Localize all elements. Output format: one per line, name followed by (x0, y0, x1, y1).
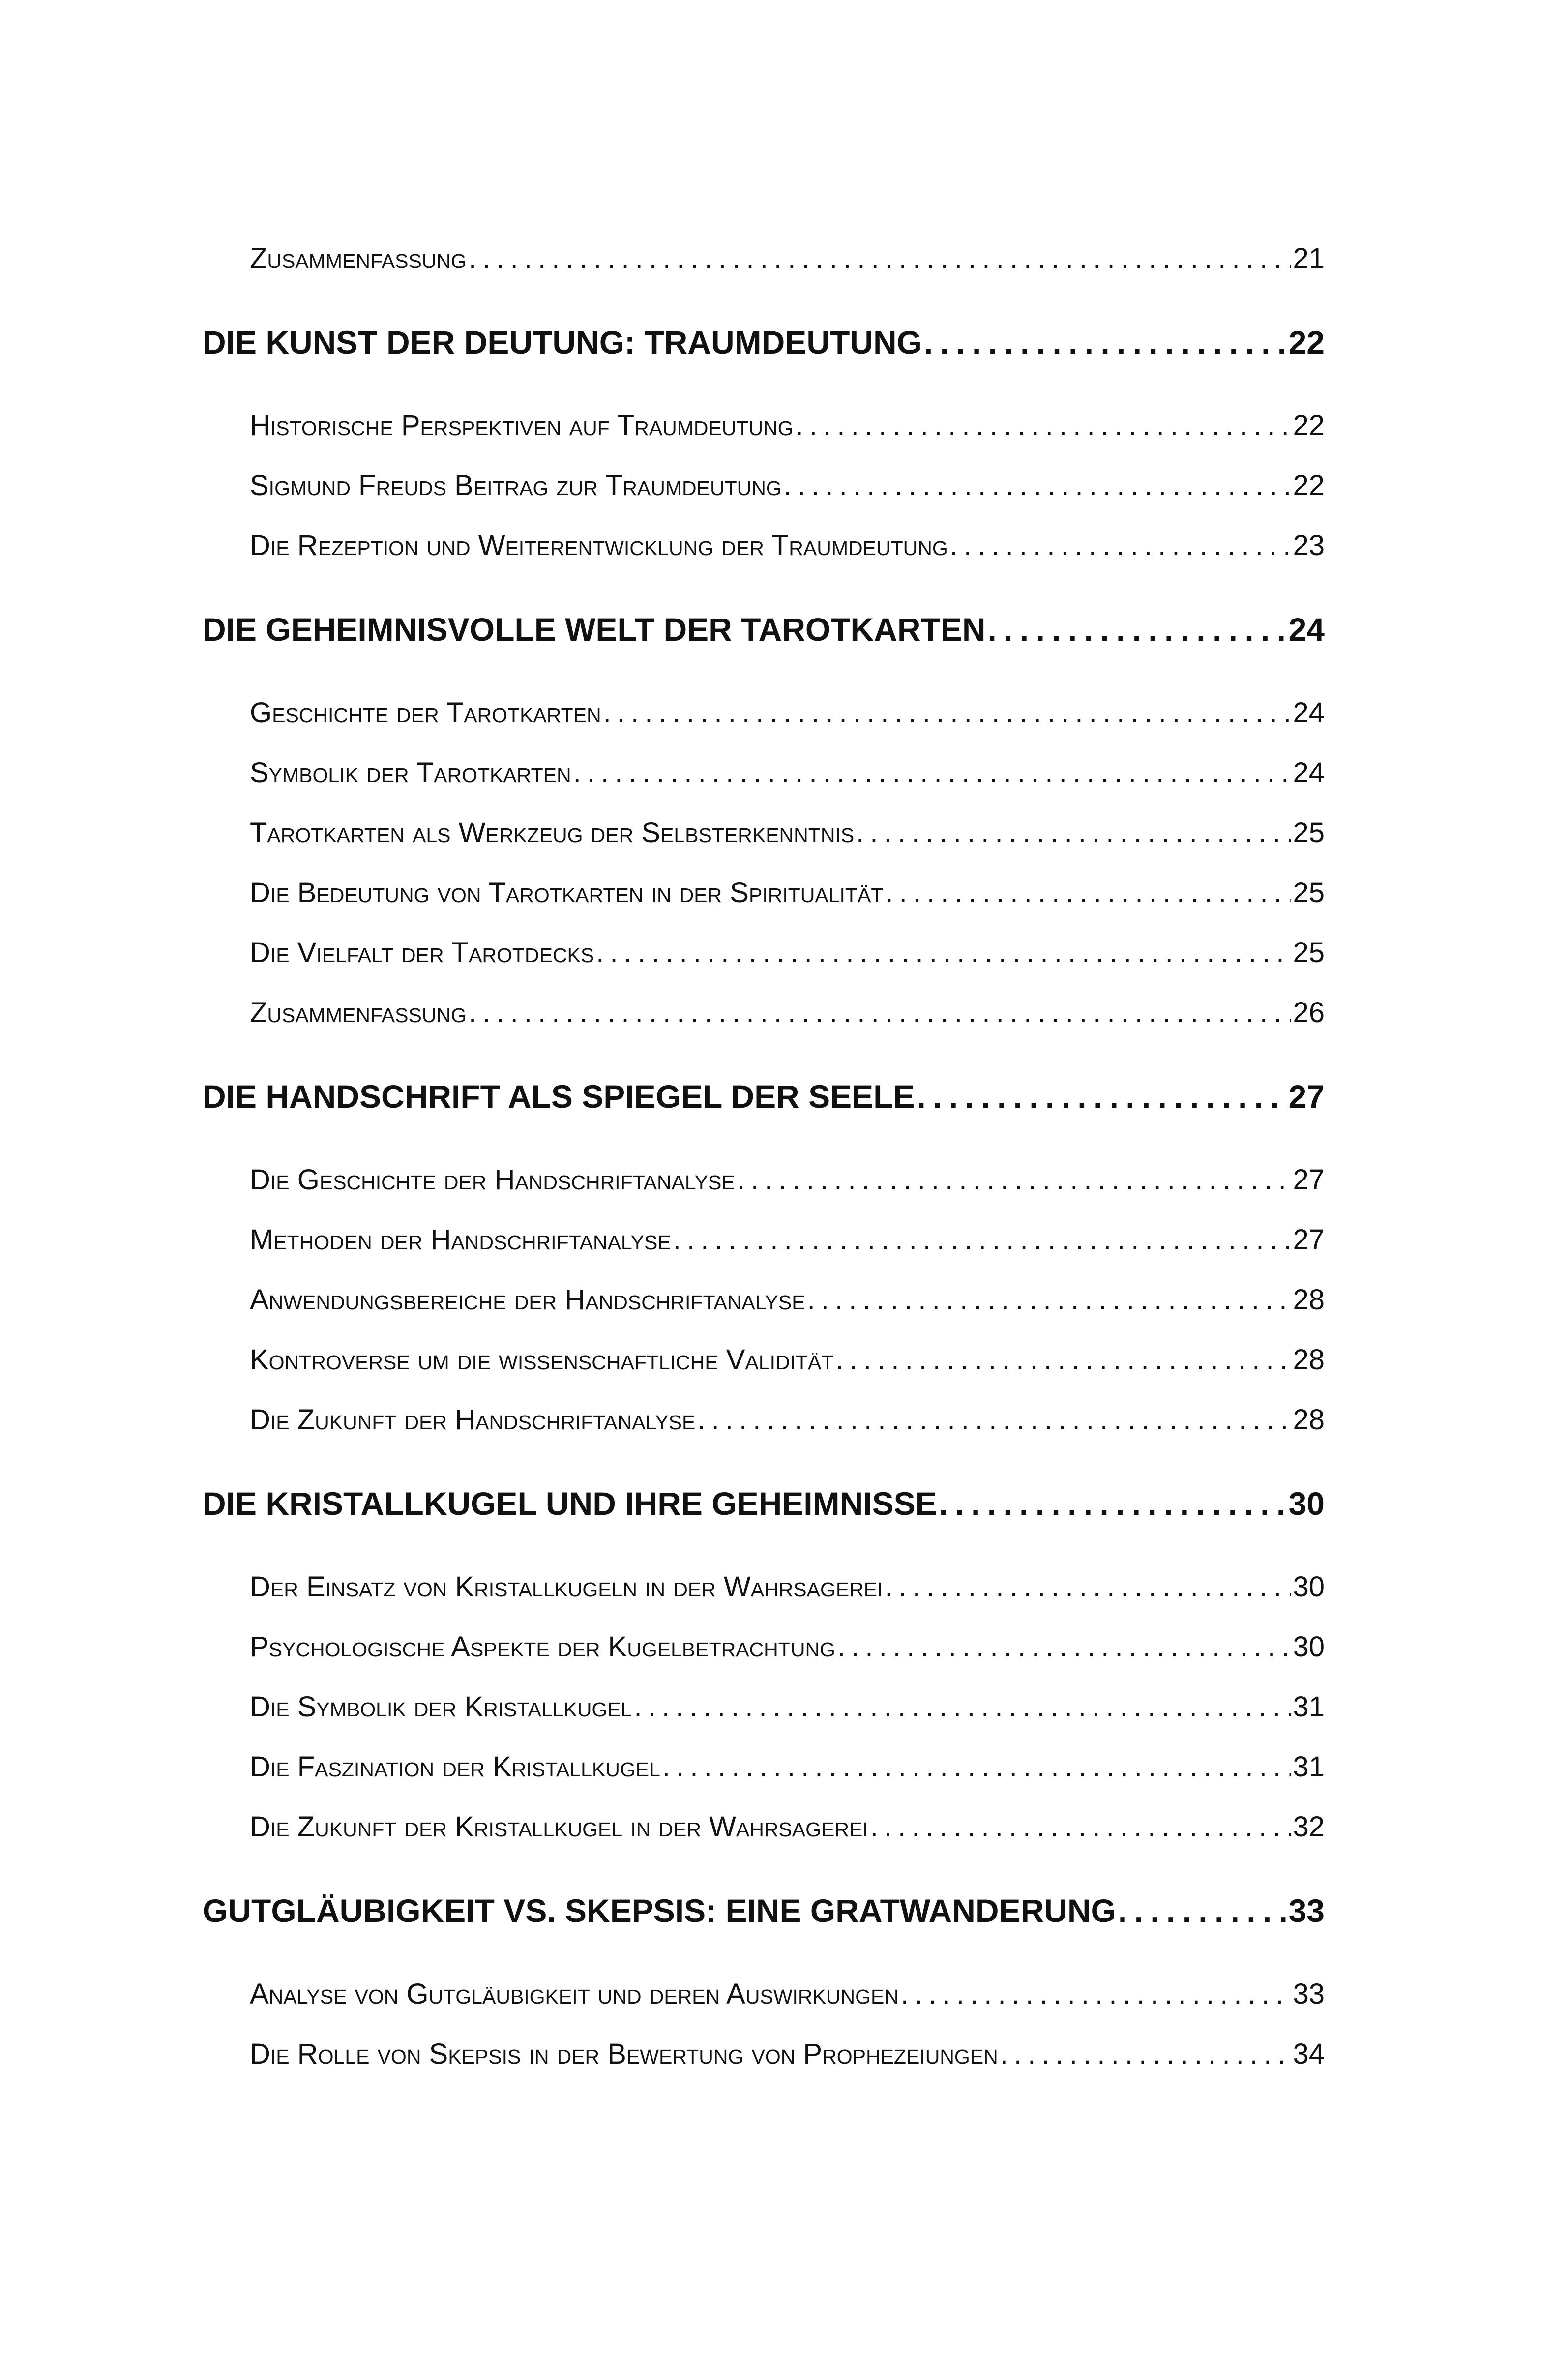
dot-leader (784, 456, 1291, 516)
toc-entry-sub[interactable] (250, 1210, 1325, 1270)
toc-entry-sub[interactable] (250, 1150, 1325, 1210)
toc-chapter-title: DIE GEHEIMNISVOLLE WELT DER TAROTKARTEN (203, 611, 986, 648)
toc-entry-sub[interactable] (250, 743, 1325, 803)
dot-leader (950, 516, 1291, 576)
toc-entry-title: Die Zukunft der Kristallkugel in der Wahrsagerei (250, 1811, 868, 1843)
toc-chapter-page: 30 (1288, 1485, 1325, 1522)
toc-entry-page: 30 (1293, 1571, 1325, 1603)
toc-entry-title: Tarotkarten als Werkzeug der Selbsterkenntnis (250, 817, 855, 849)
dot-leader (917, 1066, 1287, 1126)
toc-entry-page: 25 (1293, 877, 1325, 909)
toc-entry-chapter[interactable] (203, 599, 1325, 659)
dot-leader (1118, 1881, 1287, 1941)
dot-leader (837, 1617, 1291, 1677)
dot-leader (697, 1390, 1291, 1450)
toc-entry-title: Psychologische Aspekte der Kugelbetrachtung (250, 1631, 835, 1663)
toc-chapter-title: DIE HANDSCHRIFT ALS SPIEGEL DER SEELE (203, 1078, 915, 1115)
toc-entry-title: Analyse von Gutgläubigkeit und deren Auswirkungen (250, 1978, 899, 2010)
toc-entry-title: Die Vielfalt der Tarotdecks (250, 937, 594, 969)
toc-entry-page: 22 (1293, 470, 1325, 502)
toc-entry-title: Kontroverse um die wissenschaftliche Validität (250, 1344, 834, 1376)
toc-entry-sub[interactable] (250, 983, 1325, 1043)
dot-leader (573, 743, 1291, 803)
toc-entry-title: Methoden der Handschriftanalyse (250, 1224, 671, 1256)
toc-entry-page: 27 (1293, 1224, 1325, 1256)
dot-leader (596, 923, 1291, 983)
dot-leader (870, 1797, 1291, 1857)
toc-entry-page: 30 (1293, 1631, 1325, 1663)
dot-leader (988, 599, 1287, 659)
toc-entry-page: 31 (1293, 1691, 1325, 1723)
toc-entry-sub[interactable] (250, 2024, 1325, 2084)
toc-entry-sub[interactable] (250, 863, 1325, 923)
toc-entry-page: 27 (1293, 1164, 1325, 1196)
toc-entry-sub[interactable] (250, 803, 1325, 863)
dot-leader (737, 1150, 1291, 1210)
toc-entry-sub[interactable] (250, 229, 1325, 289)
toc-entry-title: Zusammenfassung (250, 242, 467, 274)
toc-chapter-title: DIE KRISTALLKUGEL UND IHRE GEHEIMNISSE (203, 1485, 937, 1522)
dot-leader (796, 396, 1291, 456)
dot-leader (662, 1737, 1291, 1797)
toc-chapter-page: 22 (1288, 324, 1325, 360)
toc-entry-chapter[interactable] (203, 1881, 1325, 1941)
dot-leader (1000, 2024, 1291, 2084)
toc-entry-sub[interactable] (250, 923, 1325, 983)
toc-entry-page: 33 (1293, 1978, 1325, 2010)
dot-leader (885, 1557, 1291, 1617)
toc-entry-sub[interactable] (250, 1270, 1325, 1330)
toc-entry-title: Die Rezeption und Weiterentwicklung der Traumdeutung (250, 530, 948, 561)
toc-entry-sub[interactable] (250, 1737, 1325, 1797)
dot-leader (835, 1330, 1291, 1390)
dot-leader (939, 1474, 1287, 1534)
dot-leader (885, 863, 1291, 923)
toc-chapter-page: 24 (1288, 611, 1325, 648)
dot-leader (469, 983, 1291, 1043)
toc-entry-sub[interactable] (250, 1617, 1325, 1677)
toc-entry-title: Zusammenfassung (250, 997, 467, 1029)
dot-leader (469, 229, 1291, 289)
toc-entry-sub[interactable] (250, 1557, 1325, 1617)
toc-entry-page: 23 (1293, 530, 1325, 561)
toc-entry-sub[interactable] (250, 1330, 1325, 1390)
toc-entry-chapter[interactable] (203, 312, 1325, 372)
dot-leader (856, 803, 1291, 863)
toc-entry-page: 28 (1293, 1344, 1325, 1376)
toc-entry-title: Der Einsatz von Kristallkugeln in der Wahrsagerei (250, 1571, 883, 1603)
table-of-contents (203, 229, 1325, 2084)
toc-entry-page: 26 (1293, 997, 1325, 1029)
toc-entry-title: Historische Perspektiven auf Traumdeutung (250, 410, 794, 442)
dot-leader (603, 683, 1291, 743)
toc-entry-title: Die Faszination der Kristallkugel (250, 1751, 660, 1783)
dot-leader (807, 1270, 1291, 1330)
toc-entry-sub[interactable] (250, 516, 1325, 576)
toc-entry-page: 31 (1293, 1751, 1325, 1783)
toc-chapter-page: 27 (1288, 1078, 1325, 1115)
toc-entry-sub[interactable] (250, 396, 1325, 456)
toc-chapter-title: DIE KUNST DER DEUTUNG: TRAUMDEUTUNG (203, 324, 922, 360)
toc-entry-sub[interactable] (250, 1964, 1325, 2024)
toc-entry-page: 25 (1293, 937, 1325, 969)
toc-entry-title: Sigmund Freuds Beitrag zur Traumdeutung (250, 470, 782, 502)
toc-entry-page: 25 (1293, 817, 1325, 849)
toc-entry-title: Die Zukunft der Handschriftanalyse (250, 1404, 696, 1436)
toc-chapter-title: GUTGLÄUBIGKEIT VS. SKEPSIS: EINE GRATWANDERUNG (203, 1892, 1116, 1929)
toc-entry-page: 32 (1293, 1811, 1325, 1843)
toc-entry-page: 21 (1293, 242, 1325, 274)
toc-entry-sub[interactable] (250, 456, 1325, 516)
toc-entry-page: 28 (1293, 1284, 1325, 1316)
dot-leader (901, 1964, 1291, 2024)
toc-entry-title: Geschichte der Tarotkarten (250, 697, 601, 729)
toc-entry-title: Die Symbolik der Kristallkugel (250, 1691, 632, 1723)
toc-entry-sub[interactable] (250, 683, 1325, 743)
toc-entry-title: Die Geschichte der Handschriftanalyse (250, 1164, 735, 1196)
toc-entry-sub[interactable] (250, 1797, 1325, 1857)
toc-entry-chapter[interactable] (203, 1474, 1325, 1534)
dot-leader (634, 1677, 1291, 1737)
toc-entry-page: 34 (1293, 2038, 1325, 2070)
toc-entry-title: Die Bedeutung von Tarotkarten in der Spiritualität (250, 877, 884, 909)
toc-entry-title: Symbolik der Tarotkarten (250, 757, 571, 789)
dot-leader (924, 312, 1287, 372)
toc-entry-title: Anwendungsbereiche der Handschriftanalyse (250, 1284, 805, 1316)
toc-entry-page: 24 (1293, 697, 1325, 729)
dot-leader (673, 1210, 1291, 1270)
toc-entry-chapter[interactable] (203, 1066, 1325, 1126)
toc-entry-page: 22 (1293, 410, 1325, 442)
toc-entry-sub[interactable] (250, 1677, 1325, 1737)
toc-entry-title: Die Rolle von Skepsis in der Bewertung von Prophezeiungen (250, 2038, 998, 2070)
toc-entry-page: 24 (1293, 757, 1325, 789)
toc-entry-page: 28 (1293, 1404, 1325, 1436)
toc-chapter-page: 33 (1288, 1892, 1325, 1929)
toc-entry-sub[interactable] (250, 1390, 1325, 1450)
